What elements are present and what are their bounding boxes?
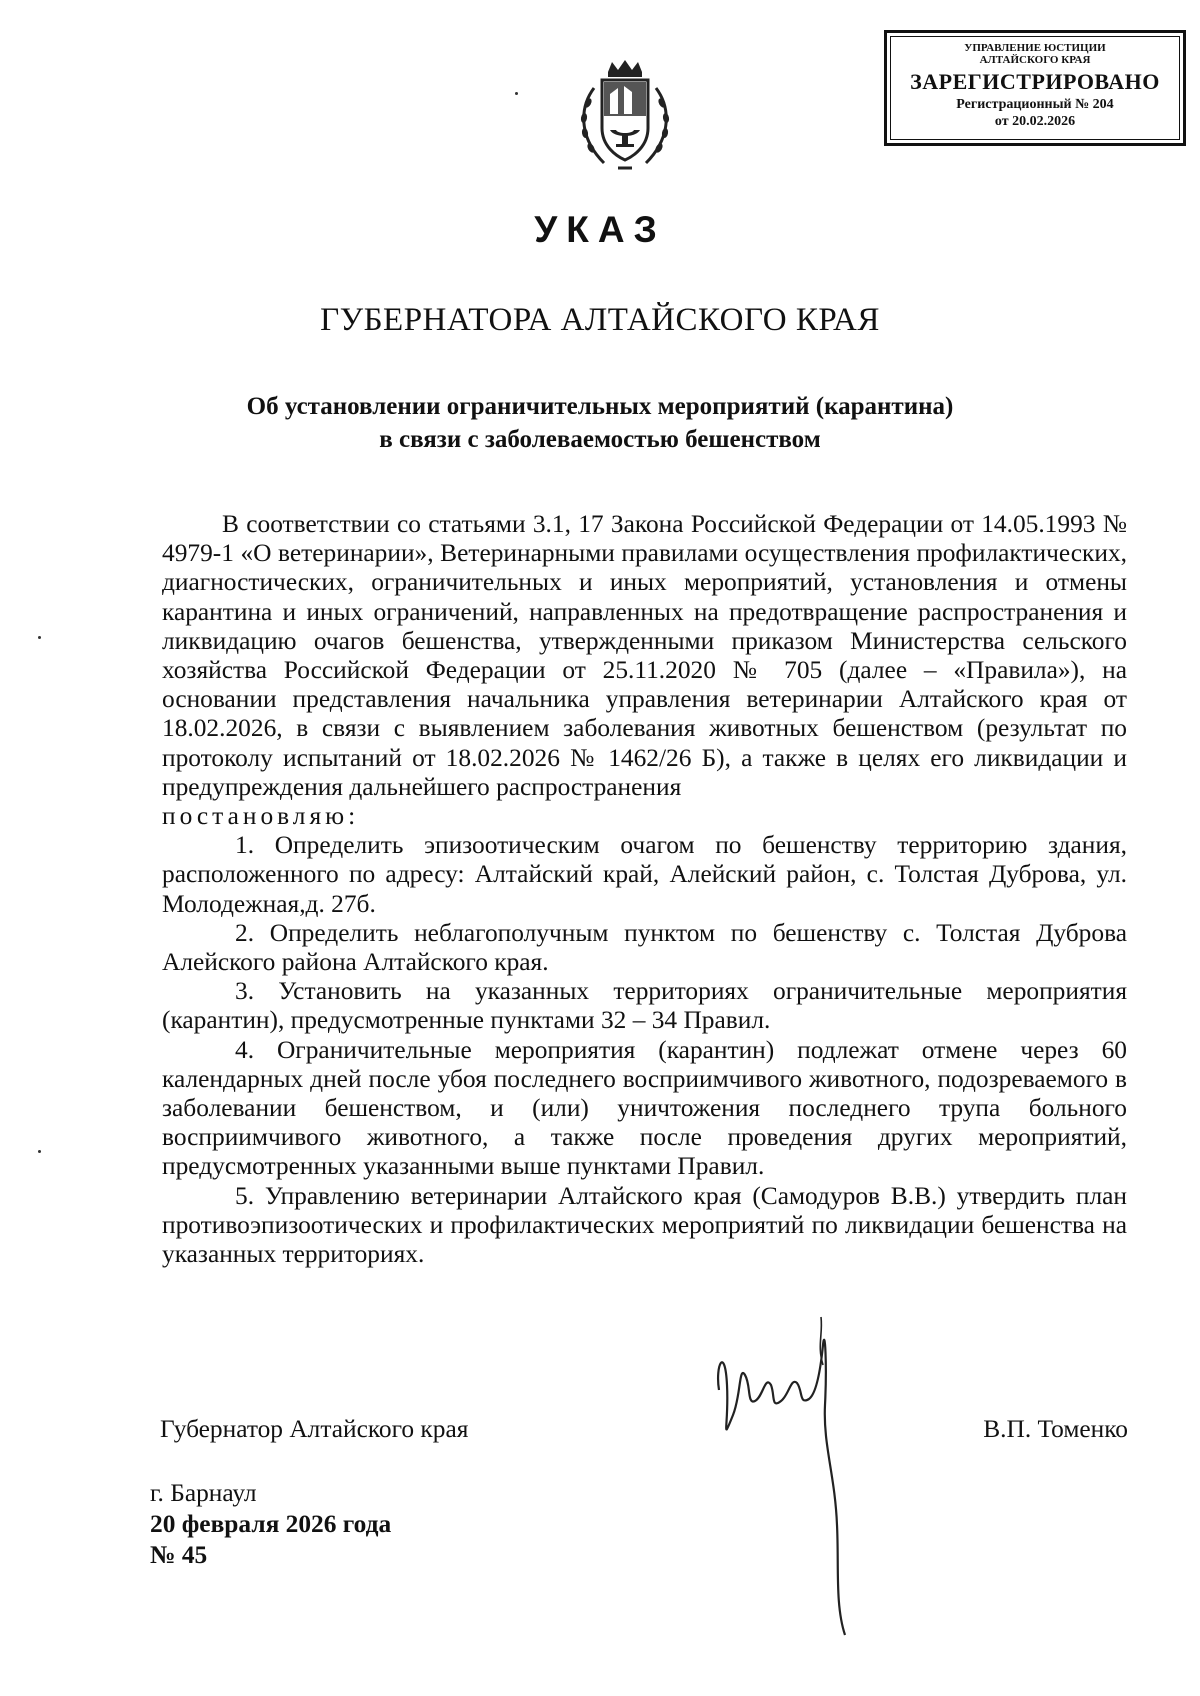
stamp-reg-date: от 20.02.2026 bbox=[994, 114, 1076, 129]
decree-item-4: 4. Ограничительные мероприятия (карантин) подлежат отмене через 60 календарных дней после убоя последнего восприимчивого животного, подозреваемого в заболевании бешенством, и (или) уничтожения последнего трупа больного восприимчивого животного, а также после проведения других мероприятий, предусмотренных указанными выше пунктами Правил. bbox=[162, 1035, 1127, 1181]
document-heading-line2: в связи с заболеваемостью бешенством bbox=[379, 426, 821, 453]
stamp-status: ЗАРЕГИСТРИРОВАНО bbox=[910, 69, 1160, 94]
signatory-position: Губернатор Алтайского края bbox=[160, 1415, 469, 1443]
stamp-authority-line2: АЛТАЙСКОГО КРАЯ bbox=[979, 54, 1091, 66]
document-heading bbox=[0, 390, 1200, 456]
handwritten-signature bbox=[705, 1305, 890, 1645]
document-type: УКАЗ bbox=[534, 209, 666, 250]
decree-number: № 45 bbox=[150, 1541, 208, 1569]
stamp-authority-line1: УПРАВЛЕНИЕ ЮСТИЦИИ bbox=[964, 42, 1106, 54]
scan-speck bbox=[38, 636, 41, 639]
document-issuer: ГУБЕРНАТОРА АЛТАЙСКОГО КРАЯ bbox=[320, 302, 880, 338]
document-body bbox=[162, 510, 1127, 1269]
decree-item-1: 1. Определить эпизоотическим очагом по бешенству территорию здания, расположенного по адресу: Алтайский край, Алейский район, с. Толстая Дуброва, ул. Молодежная,д. 27б. bbox=[162, 831, 1127, 918]
stamp-reg-number: Регистрационный № 204 bbox=[956, 97, 1114, 112]
decree-item-5: 5. Управлению ветеринарии Алтайского края (Самодуров В.В.) утвердить план противоэпизоотических и профилактических мероприятий по ликвидации бешенства на указанных территориях. bbox=[162, 1181, 1127, 1269]
signatory-name: В.П. Томенко bbox=[983, 1415, 1128, 1443]
decree-item-2: 2. Определить неблагополучным пунктом по бешенству с. Толстая Дуброва Алейского района Алтайского края. bbox=[162, 918, 1127, 977]
scan-speck bbox=[515, 92, 518, 95]
decree-item-3: 3. Установить на указанных территориях ограничительные мероприятия (карантин), предусмотренные пунктами 32 – 34 Правил. bbox=[162, 977, 1127, 1035]
scan-speck bbox=[38, 1150, 41, 1153]
preamble-paragraph: В соответствии со статьями 3.1, 17 Закона Российской Федерации от 14.05.1993 № 4979-1 «О ветеринарии», Ветеринарными правилами осуществления профилактических, диагностических, ограничительных и иных мероприятий, установления и отмены карантина и иных ограничений, направленных на предотвращение распространения и ликвидацию очагов бешенства, утвержденными приказом Министерства сельского хозяйства Российской Федерации от 25.11.2020 № 705 (далее – «Правила»), на основании представления начальника управления ветеринарии Алтайского края от 18.02.2026, в связи с выявлением заболевания животных бешенством (результат по протоколу испытаний от 18.02.2026 № 1462/26 Б), а также в целях его ликвидации и предупреждения дальнейшего распространения bbox=[162, 510, 1127, 801]
issue-place: г. Барнаул bbox=[150, 1479, 257, 1507]
document-heading-line1: Об установлении ограничительных мероприятий (карантина) bbox=[246, 393, 954, 420]
registration-stamp bbox=[884, 30, 1186, 146]
issue-date: 20 февраля 2026 года bbox=[150, 1510, 392, 1538]
altai-krai-coat-of-arms-icon bbox=[574, 58, 676, 176]
decree-word: постановляю: bbox=[162, 802, 360, 831]
